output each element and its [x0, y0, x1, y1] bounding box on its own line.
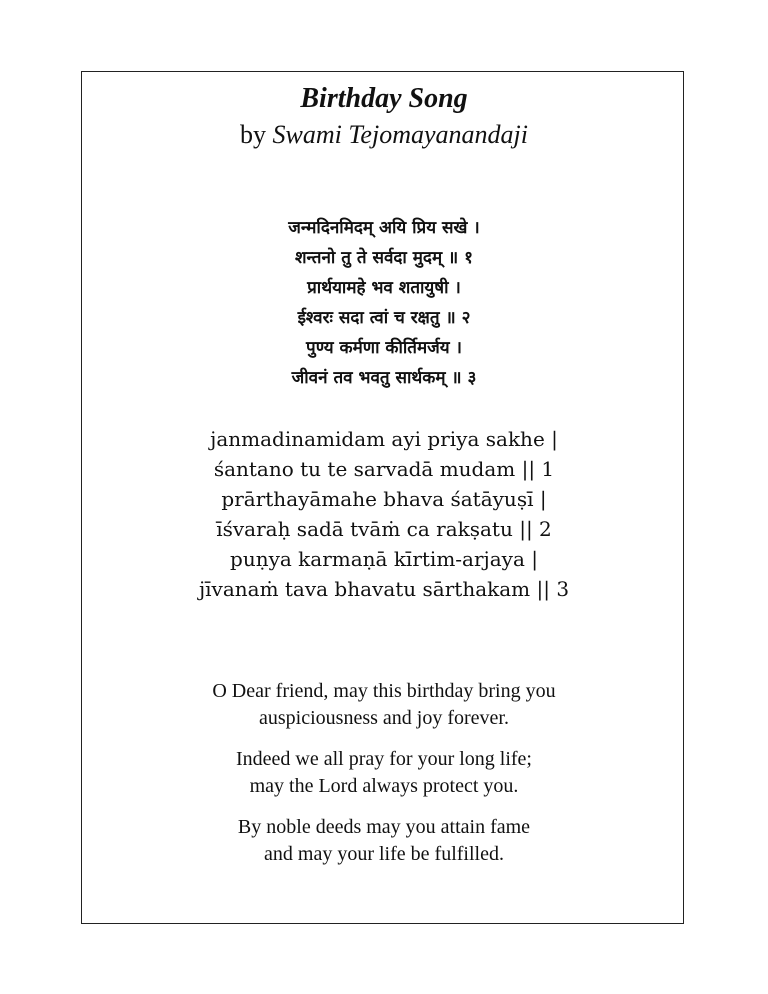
translation-stanza: [0, 678, 768, 732]
translation-line: By noble deeds may you attain fame: [237, 816, 531, 838]
transliteration-verse: [0, 424, 768, 604]
transliteration-line: śantano tu te sarvadā mudam || 1: [213, 457, 555, 481]
song-title: Birthday Song: [300, 83, 468, 114]
byline-prefix: by: [240, 120, 267, 149]
devanagari-line: जन्मदिनमिदम् अयि प्रिय सखे ।: [288, 218, 480, 238]
author-name: Swami Tejomayanandaji: [272, 120, 528, 149]
devanagari-line: प्रार्थयामहे भव शतायुषी ।: [307, 278, 461, 298]
translation-stanza: [0, 814, 768, 868]
translation-line: O Dear friend, may this birthday bring you: [212, 680, 556, 702]
english-translation: [0, 678, 768, 882]
translation-line: auspiciousness and joy forever.: [259, 707, 509, 729]
transliteration-line: prārthayāmahe bhava śatāyuṣī |: [221, 487, 547, 511]
byline: [0, 119, 768, 151]
devanagari-line: शन्तनो तु ते सर्वदा मुदम् ॥ १: [295, 248, 473, 268]
translation-line: and may your life be fulfilled.: [264, 843, 504, 865]
translation-line: Indeed we all pray for your long life;: [235, 748, 532, 770]
devanagari-line: ईश्वरः सदा त्वां च रक्षतु ॥ २: [297, 308, 471, 328]
transliteration-line: puṇya karmaṇā kīrtim-arjaya |: [230, 547, 538, 571]
translation-line: may the Lord always protect you.: [249, 775, 519, 797]
devanagari-line: जीवनं तव भवतु सार्थकम् ॥ ३: [291, 368, 477, 388]
transliteration-line: janmadinamidam ayi priya sakhe |: [210, 427, 558, 451]
devanagari-verse: [0, 213, 768, 393]
transliteration-line: jīvanaṁ tava bhavatu sārthakam || 3: [198, 577, 570, 601]
transliteration-line: īśvaraḥ sadā tvāṁ ca rakṣatu || 2: [216, 517, 552, 541]
translation-stanza: [0, 746, 768, 800]
devanagari-line: पुण्य कर्मणा कीर्तिमर्जय ।: [306, 338, 462, 358]
